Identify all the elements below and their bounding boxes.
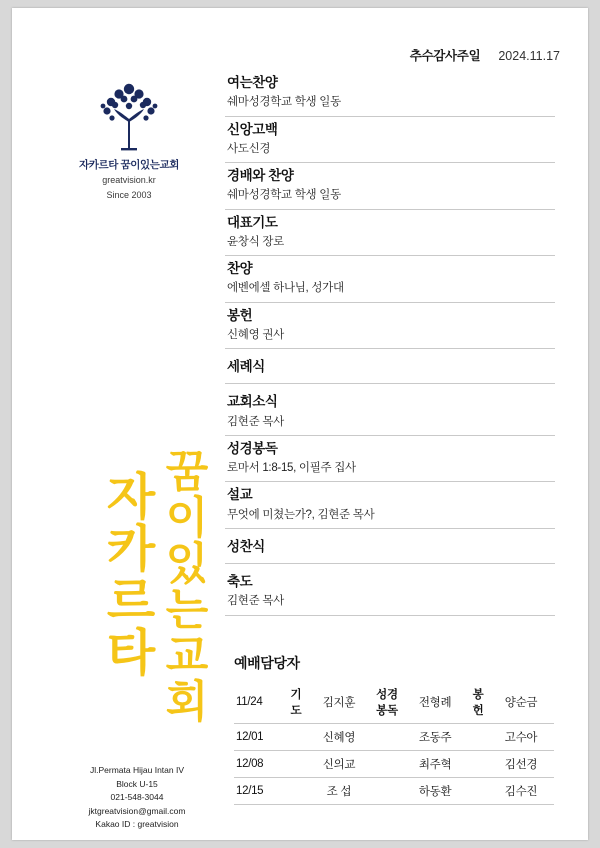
order-item-desc: 로마서 1:8-15, 이필주 집사 [227,462,356,474]
duty-cell-prayer: 신혜영 [306,724,372,751]
duty-spacer [286,724,306,751]
order-item [225,569,555,616]
church-name: 자카르타 꿈이있는교회 [79,159,179,171]
duty-header-offering: 봉헌 [468,681,488,724]
duty-roster [234,653,554,805]
duty-spacer [372,751,402,778]
order-item-desc: 김현준 목사 [227,595,284,608]
duty-cell-offering: 김수진 [488,778,554,805]
order-item [225,534,555,564]
vertical-banner [68,438,208,738]
order-item [225,303,555,350]
duty-cell-prayer: 김지훈 [306,681,372,724]
duty-cell-offering: 양순금 [488,681,554,724]
order-item-desc: 에벤에셀 하나님, 성가대 [227,282,344,295]
header [410,46,560,64]
church-website: greatvision.kr [102,175,156,186]
order-item-title: 세례식 [227,359,265,374]
table-row [234,778,554,805]
duty-roster-title: 예배담당자 [234,655,300,671]
duty-cell-date: 12/08 [234,751,286,778]
duty-cell-offering: 김선경 [488,751,554,778]
order-item-desc: 무엇에 미쳤는가?, 김현준 목사 [227,508,375,521]
order-item-desc: 쉐마성경학교 학생 일동 [227,96,341,109]
banner-line-2: 자카르타 [99,470,155,678]
order-item-desc: 신혜영 권사 [227,328,284,341]
order-item [225,354,555,384]
duty-header-prayer: 기도 [286,681,306,724]
duty-spacer [372,778,402,805]
duty-cell-date: 12/01 [234,724,286,751]
duty-header-scripture: 성경봉독 [372,681,402,724]
duty-cell-scripture: 전형례 [402,681,468,724]
address-kakao: Kakao ID : greatvision [95,819,179,830]
duty-spacer [372,724,402,751]
table-row [234,751,554,778]
duty-cell-scripture: 하동환 [402,778,468,805]
order-item-desc: 사도신경 [227,142,271,155]
duty-cell-scripture: 최주혁 [402,751,468,778]
order-item-desc: 김현준 목사 [227,415,284,428]
table-header-row [234,681,554,724]
duty-spacer [286,751,306,778]
order-item [225,117,555,164]
address-line-2: Block U-15 [116,778,158,789]
order-item-title: 여는찬양 [227,75,278,90]
duty-cell-date: 12/15 [234,778,286,805]
duty-cell-prayer: 조 섭 [306,778,372,805]
order-item [225,163,555,210]
order-item [225,70,555,117]
table-row [234,724,554,751]
order-item [225,482,555,529]
service-date: 2024.11.17 [498,49,560,63]
order-item-desc: 윤창식 장로 [227,235,284,248]
duty-spacer [468,724,488,751]
address-email: jktgreatvision@gmail.com [88,805,186,816]
duty-table [234,681,554,805]
service-title: 추수감사주일 [409,49,481,63]
tree-logo-icon [81,76,177,154]
order-of-service [225,70,555,616]
order-item-title: 성경봉독 [227,440,278,456]
order-item [225,256,555,303]
address-line-1: Jl.Permata Hijau Intan IV [89,765,184,775]
order-item-title: 교회소식 [227,394,278,410]
order-item-title: 성찬식 [227,538,265,554]
address-phone: 021-548-3044 [110,792,164,803]
order-item-title: 봉헌 [227,307,253,323]
order-item [225,389,555,436]
order-item [225,436,555,483]
duty-cell-offering: 고수아 [488,724,554,751]
church-since: Since 2003 [106,190,152,201]
order-item-desc: 쉐마성경학교 학생 일동 [227,189,341,202]
duty-spacer [286,778,306,805]
order-item-title: 신앙고백 [227,121,278,137]
order-item-title: 축도 [227,574,253,589]
duty-spacer [468,751,488,778]
order-item [225,210,555,257]
duty-header-date: 11/24 [234,681,286,724]
church-address [52,764,222,832]
church-logo [64,76,194,202]
order-item-title: 설교 [227,487,253,503]
order-item-title: 찬양 [227,261,253,276]
order-item-title: 경배와 찬양 [227,168,294,183]
paper-sheet [12,8,588,840]
duty-cell-scripture: 조동주 [402,724,468,751]
order-item-title: 대표기도 [227,214,278,230]
duty-cell-prayer: 신의교 [306,751,372,778]
banner-line-1: 꿈이있는교회 [158,448,207,724]
duty-spacer [468,778,488,805]
